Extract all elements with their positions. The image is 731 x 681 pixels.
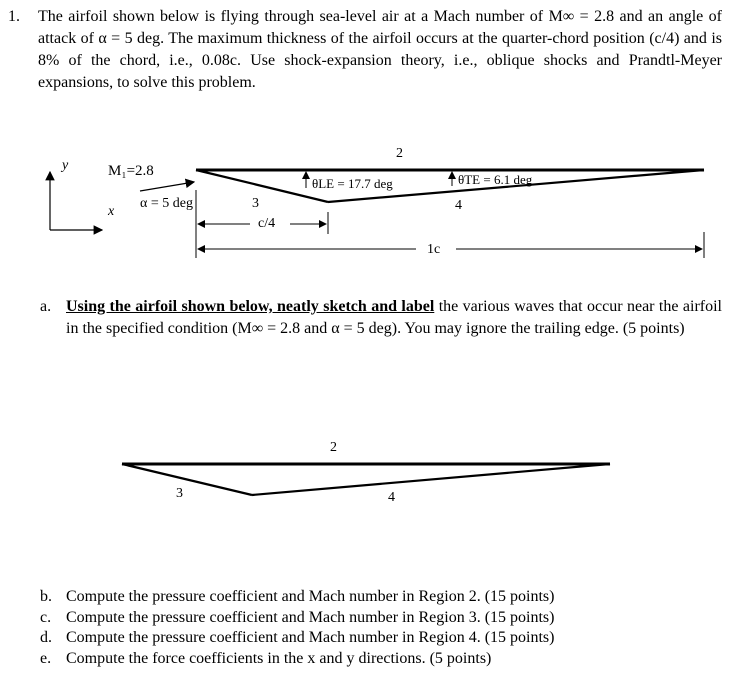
problem-statement: The airfoil shown below is flying through sea-level air at a Mach number of M∞ = 2.8 and an angle of attack of α = 5 deg. The maximum thickness of the airfoil occurs at the quarter-chord position (c/4) and is 8% of the chord, i.e., 0.08c. Use shock-expansion theory, i.e., oblique shocks and Prandtl-Meyer expansions, to solve this problem. — [38, 8, 722, 91]
fig2-region-2-label: 2 — [330, 440, 337, 455]
fig2-airfoil-lower-rear — [252, 464, 610, 495]
alpha-label: α = 5 deg — [140, 196, 193, 211]
region-4-label: 4 — [455, 198, 462, 213]
quarter-chord-label: c/4 — [258, 216, 276, 231]
fig2-region-4-label: 4 — [388, 490, 395, 505]
region-2-label: 2 — [396, 146, 403, 161]
y-axis-label: y — [62, 158, 69, 173]
fig2-airfoil-lower-front — [122, 464, 252, 495]
mach-label: M₁=2.8 — [108, 163, 154, 179]
part-b-text: Compute the pressure coefficient and Mach number in Region 2. (15 points) — [66, 588, 555, 605]
part-d-letter: d. — [40, 629, 52, 646]
part-c-text: Compute the pressure coefficient and Mach number in Region 3. (15 points) — [66, 609, 555, 626]
fig2-region-3-label: 3 — [176, 486, 183, 501]
part-e-letter: e. — [40, 650, 52, 667]
part-d-text: Compute the pressure coefficient and Mach number in Region 4. (15 points) — [66, 629, 555, 646]
part-e-text: Compute the force coefficients in the x and y directions. (5 points) — [66, 650, 492, 667]
part-b-letter: b. — [40, 588, 52, 605]
freestream-arrow — [140, 182, 194, 191]
x-axis-label: x — [108, 204, 115, 219]
part-a-letter: a. — [40, 298, 52, 315]
part-a-text — [66, 296, 722, 340]
problem-number: 1. — [8, 8, 20, 25]
part-c-letter: c. — [40, 609, 52, 626]
chord-label: 1c — [427, 242, 441, 257]
theta-le-label: θLE = 17.7 deg — [312, 176, 393, 191]
part-a-bold-instruction: Using the airfoil shown below, neatly sketch and label — [66, 298, 435, 315]
region-3-label: 3 — [252, 196, 259, 211]
part-a-rest: the various waves that occur near the airfoil in the specified condition (M∞ = 2.8 and α = 5 deg). You may ignore the trailing edge. (5 points) — [66, 298, 722, 337]
airfoil-lower-front — [196, 170, 328, 202]
theta-te-label: θTE = 6.1 deg — [458, 172, 533, 187]
